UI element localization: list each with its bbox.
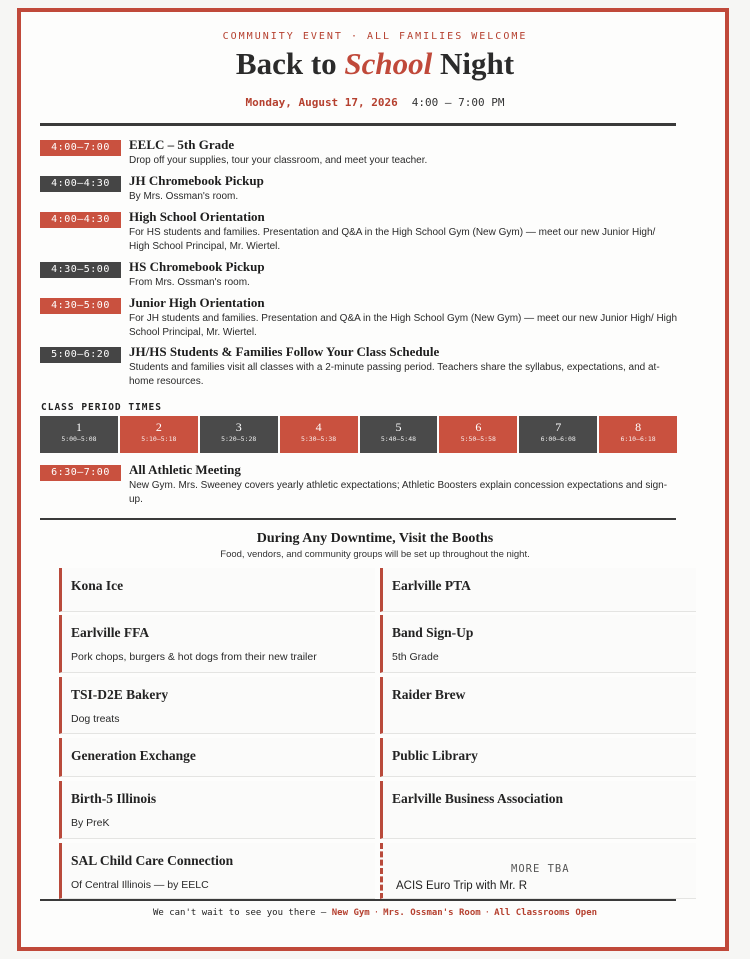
booth-name: Public Library bbox=[392, 748, 478, 763]
event-description: Drop off your supplies, tour your classroom, and meet your teacher. bbox=[129, 155, 428, 166]
time-pill: 5:00–6:20 bbox=[40, 347, 121, 363]
booth-detail: Dog treats bbox=[71, 713, 120, 725]
booth-card bbox=[59, 677, 375, 734]
time-pill: 4:30–5:00 bbox=[40, 262, 121, 278]
title-part2: Night bbox=[440, 46, 515, 81]
booth-card bbox=[380, 615, 696, 673]
period-number: 6 bbox=[475, 420, 482, 434]
footer-item-classrooms: All Classrooms Open bbox=[494, 908, 598, 918]
period-number: 2 bbox=[155, 420, 162, 434]
booth-card bbox=[380, 738, 696, 777]
period-cell bbox=[40, 416, 118, 453]
event-description: From Mrs. Ossman's room. bbox=[129, 277, 250, 288]
period-number: 8 bbox=[635, 420, 642, 434]
time-pill: 4:00–4:30 bbox=[40, 176, 121, 192]
period-cell bbox=[439, 416, 517, 453]
period-time: 5:50–5:58 bbox=[460, 435, 496, 443]
booth-acis: ACIS Euro Trip with Mr. R bbox=[396, 880, 528, 892]
booth-detail: By PreK bbox=[71, 817, 110, 829]
booth-name: Birth-5 Illinois bbox=[71, 791, 157, 806]
booth-detail: Pork chops, burgers & hot dogs from their new trailer bbox=[71, 651, 317, 663]
period-number: 3 bbox=[235, 420, 242, 434]
period-times-strip bbox=[40, 416, 677, 453]
booth-divider bbox=[40, 518, 676, 520]
booth-card-tba bbox=[380, 843, 696, 899]
booth-name: Raider Brew bbox=[392, 687, 466, 702]
page-title bbox=[0, 46, 750, 82]
period-time: 6:00–6:08 bbox=[540, 435, 576, 443]
period-times-label: CLASS PERIOD TIMES bbox=[41, 402, 162, 413]
booth-name: SAL Child Care Connection bbox=[71, 853, 234, 868]
period-cell bbox=[519, 416, 597, 453]
time-pill: 4:00–4:30 bbox=[40, 212, 121, 228]
period-cell bbox=[200, 416, 278, 453]
event-title: JH Chromebook Pickup bbox=[129, 173, 264, 188]
period-time: 5:10–5:18 bbox=[141, 435, 177, 443]
time-pill: 4:30–5:00 bbox=[40, 298, 121, 314]
event-title: Junior High Orientation bbox=[129, 295, 265, 310]
footer-item-new-gym: New Gym bbox=[331, 908, 370, 918]
header-divider bbox=[40, 123, 676, 126]
booth-card bbox=[59, 781, 375, 839]
event-description: New Gym. Mrs. Sweeney covers yearly athletic expectations; Athletic Boosters explain concession expectations and sign-up. bbox=[129, 480, 668, 505]
event-title: All Athletic Meeting bbox=[129, 462, 241, 477]
event-description: Students and families visit all classes with a 2-minute passing period. Teachers share the syllabus, expectations, and at-home resources. bbox=[129, 362, 660, 387]
period-time: 6:10–6:18 bbox=[620, 435, 656, 443]
booth-name: Generation Exchange bbox=[71, 748, 196, 763]
event-description: For JH students and families. Presentation and Q&A in the High School Gym (New Gym) — meet our new Junior High/ High School Principal, Mr. Wiertel. bbox=[129, 313, 678, 338]
footer: We can't wait to see you there — New Gym · Mrs. Ossman's Room · All Classrooms Open bbox=[152, 908, 598, 918]
period-time: 5:20–5:28 bbox=[221, 435, 257, 443]
booth-name: TSI-D2E Bakery bbox=[71, 687, 169, 702]
booth-card bbox=[380, 677, 696, 734]
event-title: EELC – 5th Grade bbox=[129, 137, 235, 152]
title-accent: School bbox=[344, 46, 433, 81]
booth-card bbox=[59, 843, 375, 899]
period-cell bbox=[360, 416, 438, 453]
event-description: For HS students and families. Presentation and Q&A in the High School Gym (New Gym) — meet our new Junior High/ High School Principal, Mr. Wiertel. bbox=[129, 227, 656, 252]
booth-name: Earlville PTA bbox=[392, 578, 471, 593]
booth-card bbox=[380, 568, 696, 612]
title-part1: Back to bbox=[235, 46, 337, 81]
event-title: JH/HS Students & Families Follow Your Class Schedule bbox=[129, 344, 440, 359]
period-time: 5:40–5:48 bbox=[380, 435, 417, 443]
booth-name: Band Sign-Up bbox=[392, 625, 474, 640]
booth-detail: Of Central Illinois — by EELC bbox=[71, 879, 209, 891]
footer-item-ossman: Mrs. Ossman's Room bbox=[383, 908, 481, 918]
period-cell bbox=[280, 416, 358, 453]
event-kicker: COMMUNITY EVENT · ALL FAMILIES WELCOME bbox=[222, 31, 528, 42]
period-time: 5:30–5:38 bbox=[300, 435, 337, 443]
booth-name: Earlville FFA bbox=[71, 625, 150, 640]
period-cell bbox=[120, 416, 198, 453]
booth-name: Kona Ice bbox=[71, 578, 124, 593]
time-pill: 4:00–7:00 bbox=[40, 140, 121, 156]
event-title: High School Orientation bbox=[129, 209, 265, 224]
period-number: 7 bbox=[555, 420, 562, 434]
event-date: Monday, August 17, 2026 bbox=[245, 96, 398, 109]
more-tba-label: MORE TBA bbox=[511, 863, 570, 875]
period-number: 5 bbox=[395, 420, 402, 434]
footer-lead: We can't wait to see you there — bbox=[152, 908, 327, 918]
booth-card bbox=[59, 568, 375, 612]
booth-name: Earlville Business Association bbox=[392, 791, 564, 806]
event-time: 4:00 – 7:00 PM bbox=[411, 96, 505, 109]
period-cell bbox=[599, 416, 677, 453]
event-description: By Mrs. Ossman's room. bbox=[129, 191, 239, 202]
dateline bbox=[0, 96, 750, 109]
period-number: 1 bbox=[75, 420, 82, 434]
booths-subheading: Food, vendors, and community groups will be set up throughout the night. bbox=[220, 549, 530, 560]
booth-card bbox=[59, 615, 375, 673]
time-pill: 6:30–7:00 bbox=[40, 465, 121, 481]
booths-heading: During Any Downtime, Visit the Booths bbox=[256, 531, 494, 546]
period-time: 5:00–5:08 bbox=[61, 435, 97, 443]
booth-detail: 5th Grade bbox=[392, 651, 439, 663]
booth-card bbox=[59, 738, 375, 777]
period-number: 4 bbox=[315, 420, 322, 434]
footer-divider bbox=[40, 899, 676, 901]
event-title: HS Chromebook Pickup bbox=[129, 259, 265, 274]
booth-card bbox=[380, 781, 696, 839]
